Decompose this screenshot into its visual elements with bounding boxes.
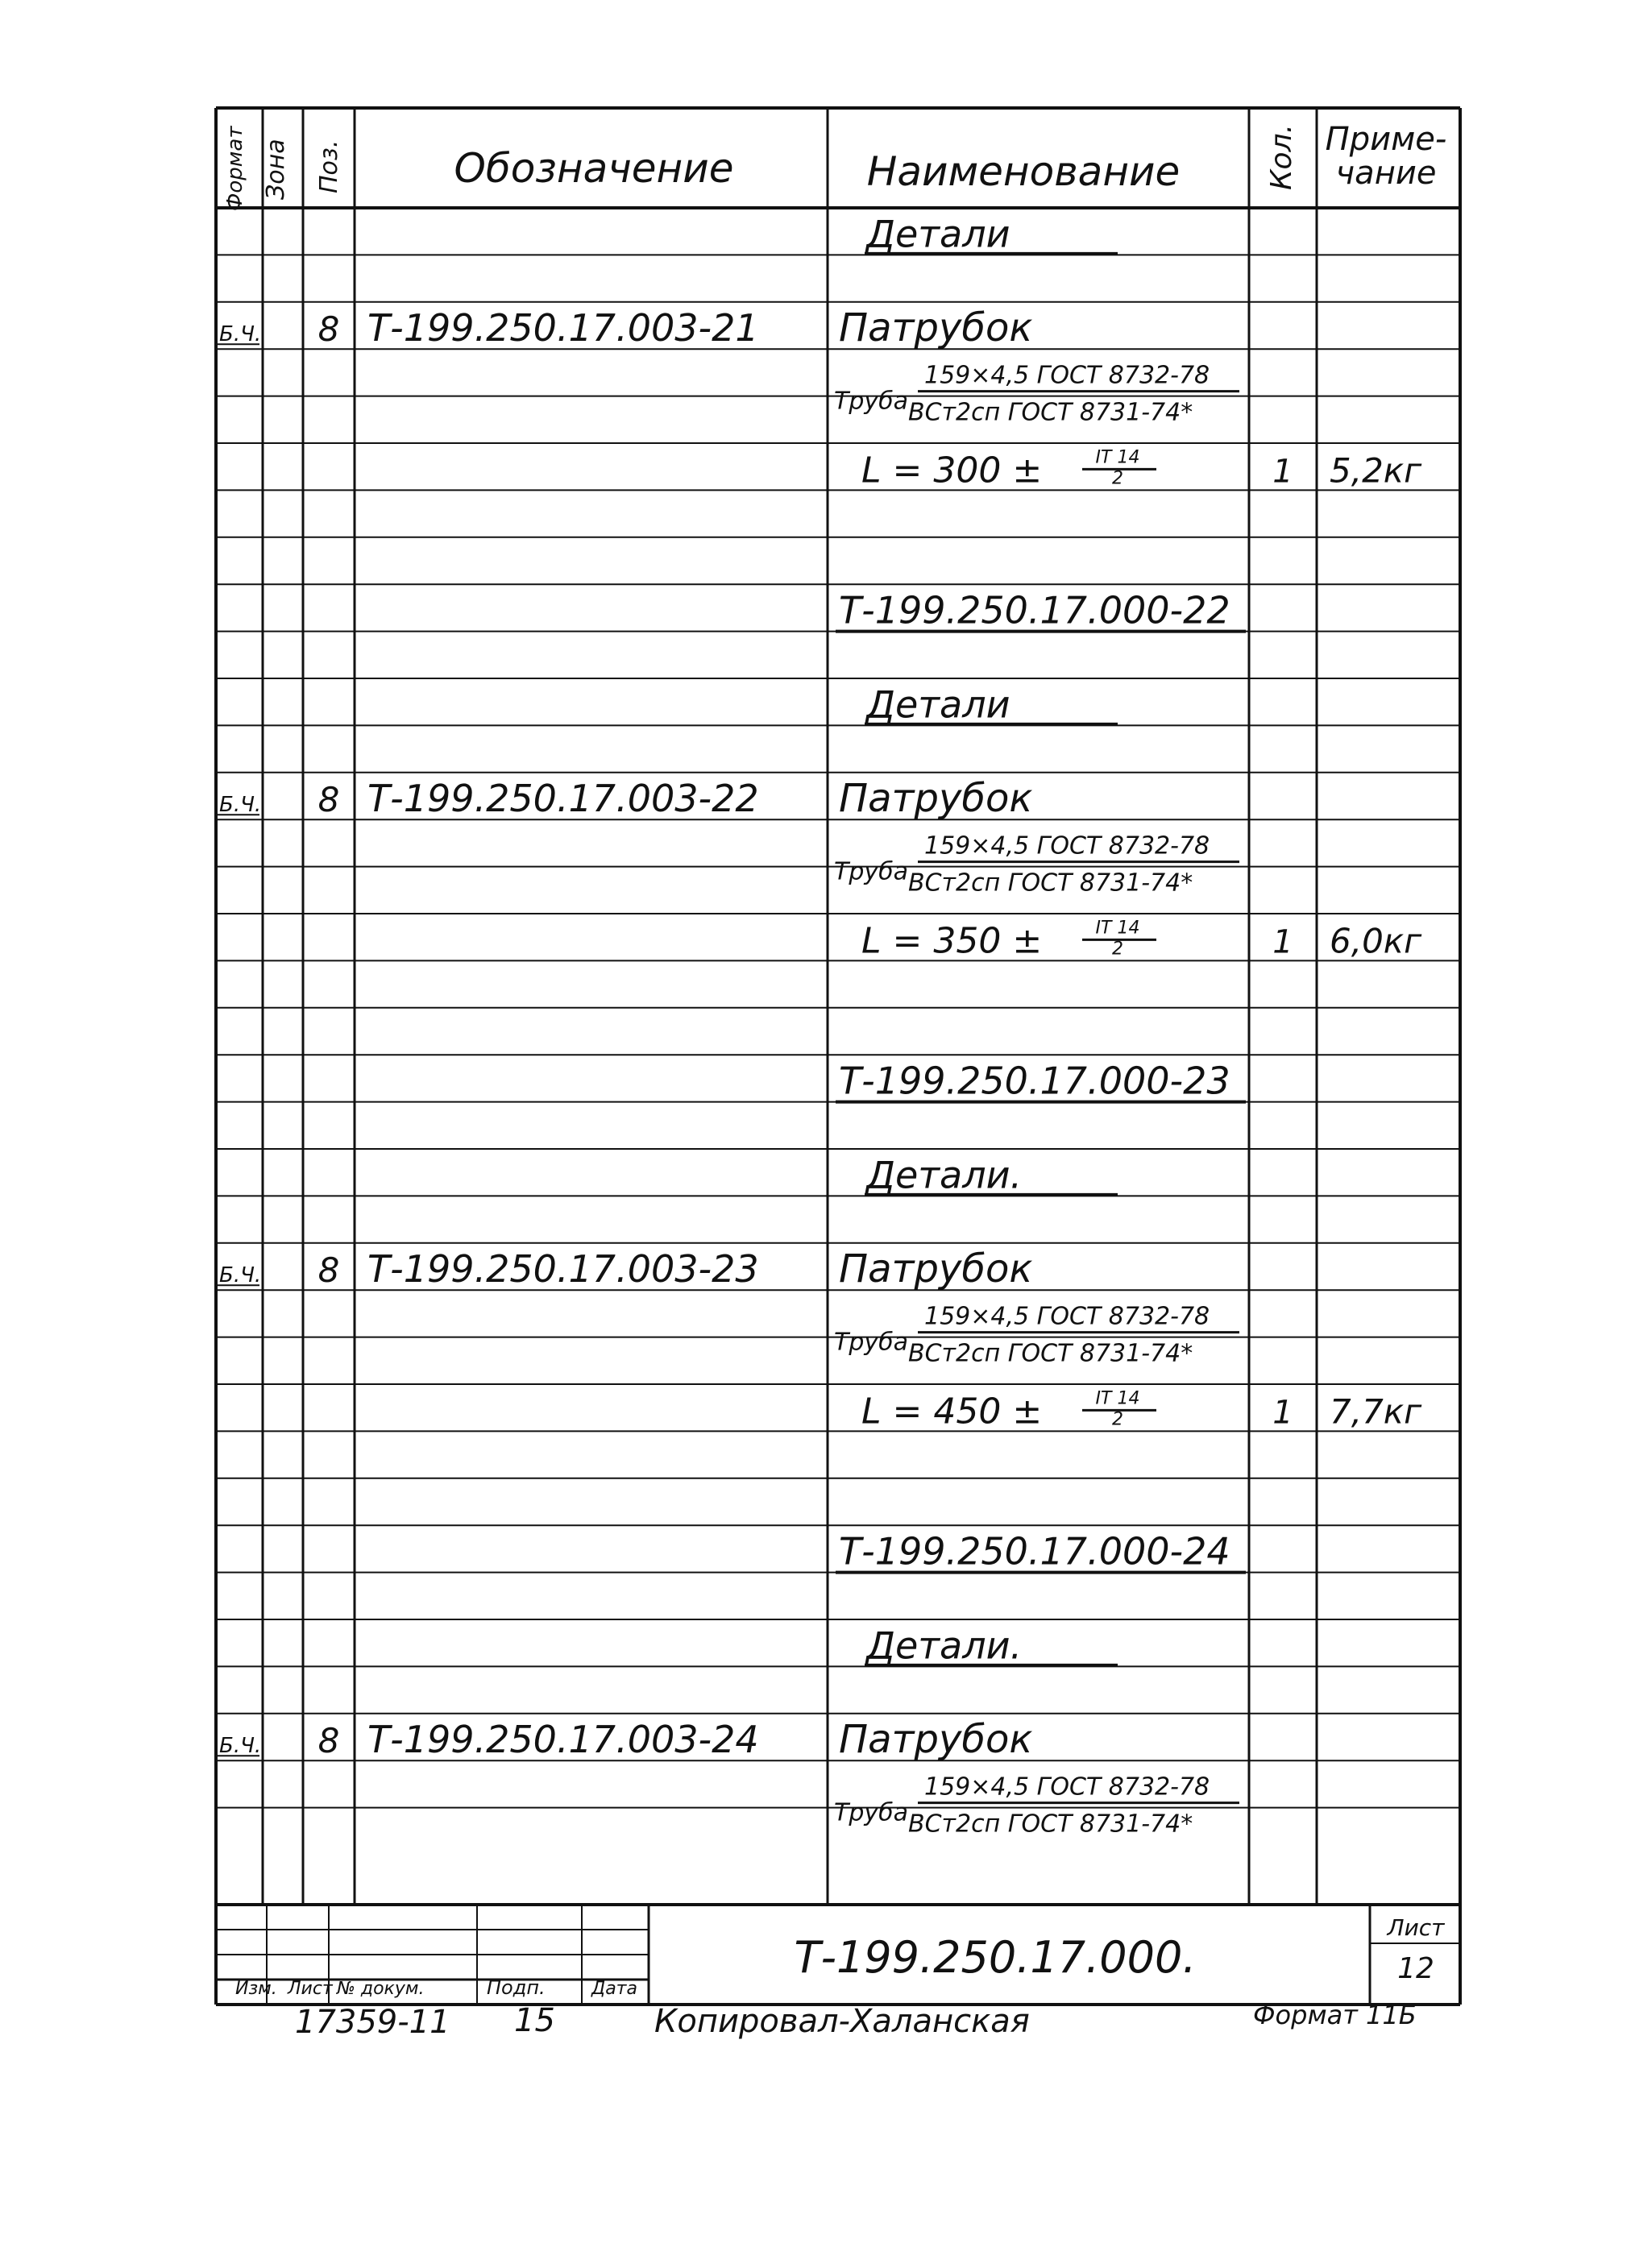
header-qty: Кол. — [1265, 123, 1298, 190]
title-block — [235, 1914, 1445, 1999]
tolerance-divisor: 2 — [1112, 1409, 1123, 1430]
header-format: Формат — [223, 126, 247, 211]
material-label: Труба — [834, 1798, 909, 1827]
cell-position: 8 — [317, 309, 340, 350]
header-name: Наименование — [866, 148, 1181, 195]
material-size-gost: 159×4,5 ГОСТ 8732-78 — [924, 361, 1210, 390]
table-row — [834, 362, 1239, 427]
table-row — [865, 1153, 1118, 1196]
section-title: Детали. — [866, 1153, 1023, 1197]
tolerance-divisor: 2 — [1112, 939, 1123, 960]
cell-name: Патрубок — [839, 305, 1033, 351]
cell-note-mass: 6,0кг — [1330, 921, 1422, 961]
title-block-label-doc: № докум. — [337, 1979, 425, 1999]
table-row — [218, 305, 1032, 350]
cell-designation: Т-199.250.17.003-21 — [367, 306, 759, 350]
table-header — [223, 121, 1446, 211]
material-steel-gost: ВСт2сп ГОСТ 8731-74* — [908, 1339, 1193, 1368]
paper-format: Формат 11Б — [1253, 2000, 1417, 2030]
material-label: Труба — [834, 1328, 909, 1357]
section-title: Детали. — [866, 1623, 1023, 1668]
length-value: L = 300 ± — [861, 450, 1043, 491]
table-row — [834, 1773, 1239, 1839]
cell-quantity: 1 — [1272, 923, 1293, 961]
assembly-designation: Т-199.250.17.000-23 — [839, 1059, 1230, 1103]
tolerance-grade: IT 14 — [1095, 1388, 1140, 1409]
section-title: Детали — [866, 682, 1010, 727]
table-row — [836, 589, 1246, 632]
header-designation: Обозначение — [454, 145, 734, 192]
table-body — [218, 212, 1422, 1838]
table-row — [836, 1530, 1246, 1574]
cell-position: 8 — [317, 1721, 340, 1761]
table-row — [865, 1623, 1118, 1667]
length-value: L = 350 ± — [861, 920, 1043, 962]
cell-note-mass: 5,2кг — [1330, 450, 1422, 491]
material-label: Труба — [834, 387, 909, 416]
document-number: Т-199.250.17.000. — [794, 1932, 1197, 1983]
table-row — [861, 447, 1422, 491]
title-block-label-sign: Подп. — [487, 1976, 546, 1999]
material-size-gost: 159×4,5 ГОСТ 8732-78 — [924, 1773, 1210, 1802]
table-row — [218, 776, 1032, 821]
cell-designation: Т-199.250.17.003-23 — [367, 1247, 759, 1292]
title-block-label-list: Лист — [288, 1979, 333, 1999]
material-size-gost: 159×4,5 ГОСТ 8732-78 — [924, 1302, 1210, 1331]
tolerance-divisor: 2 — [1112, 468, 1123, 489]
cell-position: 8 — [317, 780, 340, 820]
tolerance-grade: IT 14 — [1095, 447, 1140, 468]
material-steel-gost: ВСт2сп ГОСТ 8731-74* — [908, 1810, 1193, 1839]
cell-format: Б.Ч. — [219, 1263, 262, 1288]
header-note-line1: Приме- — [1325, 121, 1447, 158]
table-row — [861, 1388, 1422, 1432]
header-pos: Поз. — [315, 139, 343, 193]
cell-designation: Т-199.250.17.003-22 — [367, 777, 759, 821]
header-note-line2: чание — [1335, 155, 1437, 192]
cell-name: Патрубок — [839, 776, 1033, 822]
cell-format: Б.Ч. — [219, 1734, 262, 1759]
sheet-label: Лист — [1387, 1914, 1445, 1941]
page-number: 15 — [514, 2002, 555, 2039]
cell-quantity: 1 — [1272, 1394, 1293, 1432]
copied-by: Копировал-Халанская — [654, 2003, 1030, 2040]
table-row — [861, 918, 1422, 961]
header-zone: Зона — [262, 139, 290, 200]
material-label: Труба — [834, 857, 909, 886]
cell-format: Б.Ч. — [219, 322, 262, 347]
sheet-number: 12 — [1397, 1952, 1434, 1985]
material-size-gost: 159×4,5 ГОСТ 8732-78 — [924, 831, 1210, 860]
section-title: Детали — [866, 212, 1010, 256]
table-row — [865, 682, 1118, 726]
cell-format: Б.Ч. — [219, 793, 262, 818]
material-steel-gost: ВСт2сп ГОСТ 8731-74* — [908, 398, 1193, 427]
cell-quantity: 1 — [1272, 453, 1293, 491]
tolerance-grade: IT 14 — [1095, 918, 1140, 939]
cell-name: Патрубок — [839, 1246, 1033, 1292]
cell-note-mass: 7,7кг — [1330, 1391, 1422, 1432]
length-value: L = 450 ± — [861, 1391, 1043, 1433]
table-row — [218, 1717, 1032, 1762]
cell-designation: Т-199.250.17.003-24 — [367, 1718, 759, 1762]
table-row — [218, 1246, 1032, 1292]
material-steel-gost: ВСт2сп ГОСТ 8731-74* — [908, 869, 1193, 898]
cell-position: 8 — [317, 1250, 340, 1291]
title-block-label-date: Дата — [591, 1979, 637, 1999]
table-row — [865, 212, 1118, 255]
title-block-label-izm: Изм. — [235, 1979, 277, 1999]
inventory-number: 17359-11 — [295, 2004, 450, 2041]
table-row — [834, 832, 1239, 898]
cell-name: Патрубок — [839, 1717, 1033, 1763]
table-row — [836, 1059, 1246, 1103]
assembly-designation: Т-199.250.17.000-22 — [839, 588, 1230, 632]
assembly-designation: Т-199.250.17.000-24 — [839, 1529, 1230, 1574]
table-row — [834, 1303, 1239, 1368]
